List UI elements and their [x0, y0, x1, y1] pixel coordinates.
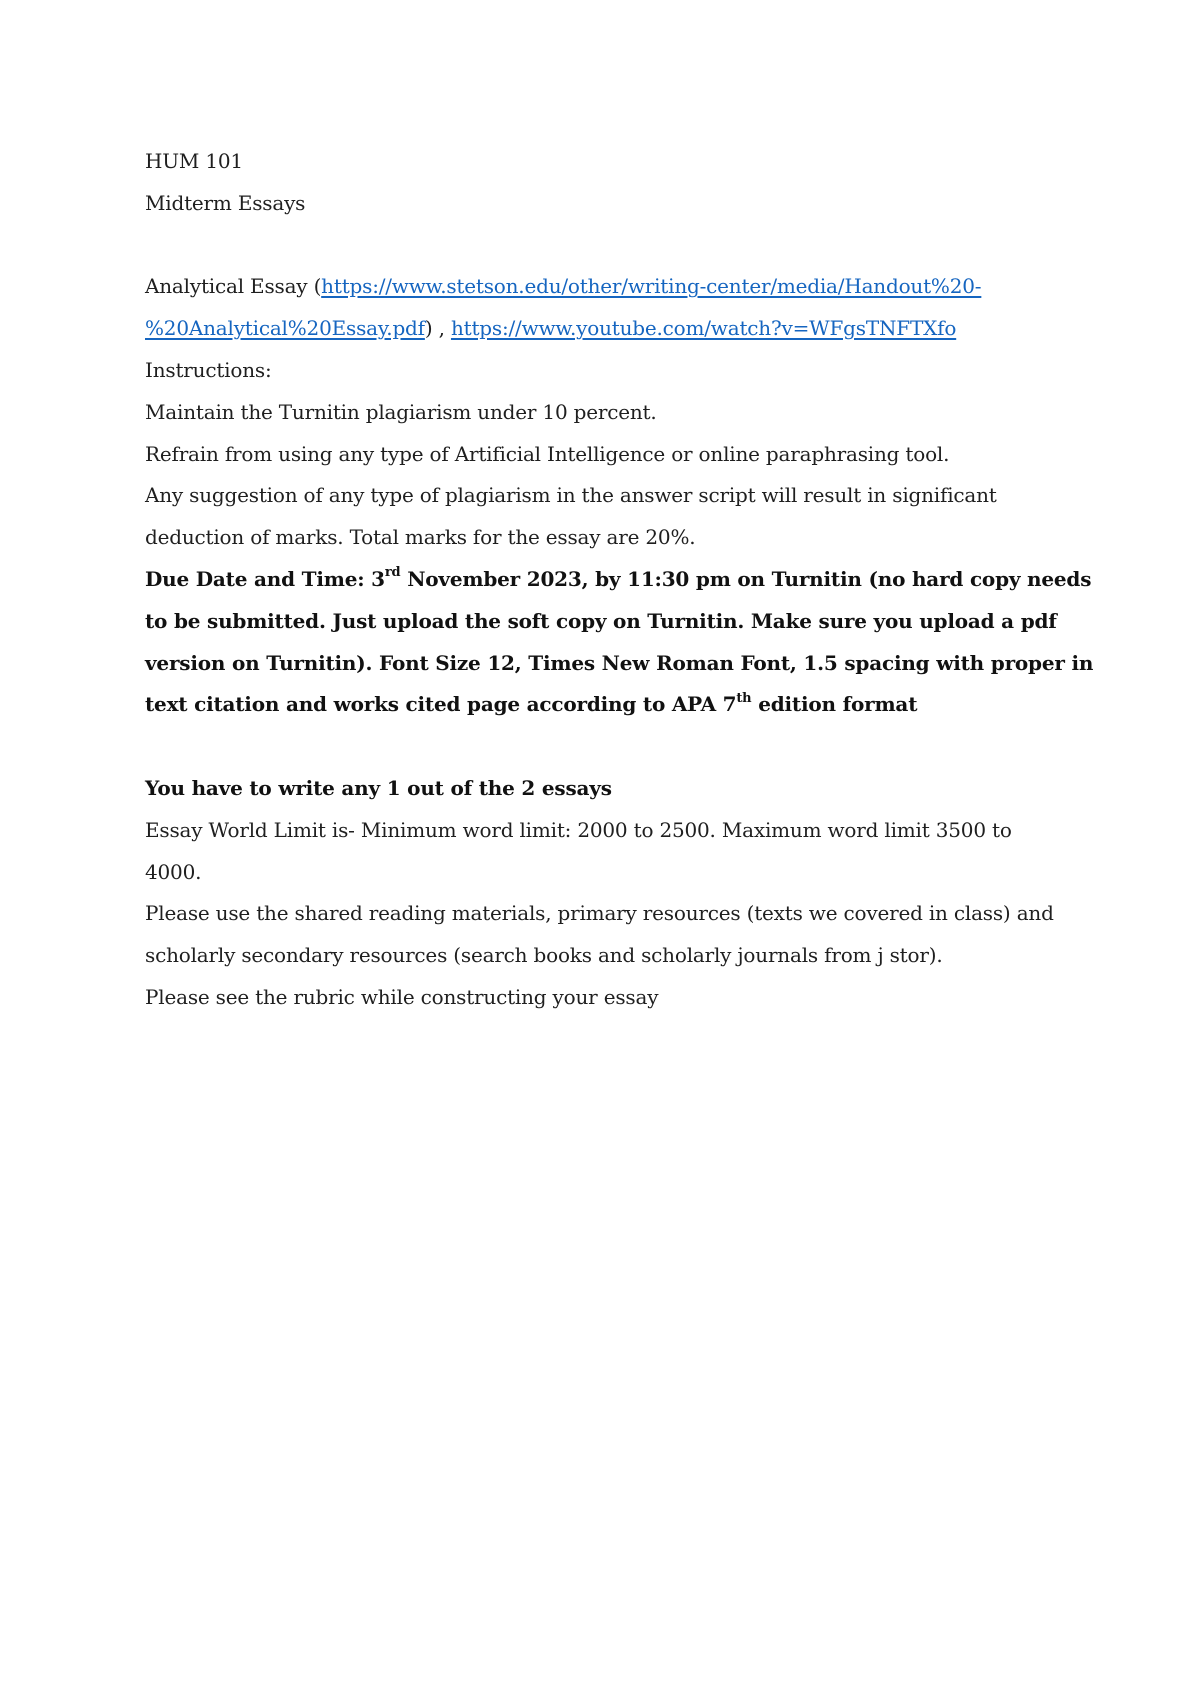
due-date-line-1	[145, 559, 1092, 601]
due-date-prefix: Due Date and Time: 3	[145, 566, 385, 591]
link-separator: ) ,	[424, 316, 451, 341]
materials-line-1: Please use the shared reading materials, primary resources (texts we covered in class) and	[145, 901, 1054, 926]
instruction-item: Maintain the Turnitin plagiarism under 10 percent.	[145, 399, 657, 424]
analytical-essay-line	[145, 266, 1065, 308]
ordinal-suffix: rd	[384, 565, 401, 581]
due-date-rest: November 2023, by 11:30 pm on Turnitin (no hard copy needs	[400, 566, 1092, 591]
instruction-item: deduction of marks. Total marks for the essay are 20%.	[145, 525, 696, 550]
word-limit-line-2: 4000.	[145, 859, 202, 884]
document-subtitle: Midterm Essays	[145, 190, 306, 215]
word-limit-line-1: Essay World Limit is- Minimum word limit: 2000 to 2500. Maximum word limit 3500 to	[145, 817, 1012, 842]
instructions-heading: Instructions:	[145, 357, 272, 382]
due-date-line-3: version on Turnitin). Font Size 12, Times New Roman Font, 1.5 spacing with proper in	[145, 650, 1094, 675]
instruction-item: Any suggestion of any type of plagiarism in the answer script will result in significant	[145, 483, 997, 508]
document-body	[145, 141, 1094, 1019]
ordinal-suffix: th	[736, 690, 752, 706]
stetson-handout-link[interactable]: https://www.stetson.edu/other/writing-center/media/Handout%20-	[321, 274, 982, 299]
instruction-item: Refrain from using any type of Artificial Intelligence or online paraphrasing tool.	[145, 441, 950, 466]
analytical-essay-label: Analytical Essay (	[145, 274, 322, 299]
analytical-essay-line-2	[145, 308, 1065, 350]
due-date-line-4	[145, 684, 1065, 726]
rubric-note: Please see the rubric while constructing your essay	[145, 984, 659, 1009]
course-code: HUM 101	[145, 149, 243, 173]
format-text-end: edition format	[751, 692, 918, 717]
youtube-video-link[interactable]: https://www.youtube.com/watch?v=WFgsTNFTXfo	[450, 316, 957, 341]
spacer	[145, 726, 1065, 768]
materials-line-2: scholarly secondary resources (search books and scholarly journals from j stor).	[145, 943, 943, 968]
format-text: text citation and works cited page according to APA 7	[145, 692, 737, 717]
stetson-handout-link-continued[interactable]: %20Analytical%20Essay.pdf	[145, 316, 425, 341]
essay-choice-heading: You have to write any 1 out of the 2 essays	[145, 775, 612, 800]
spacer	[145, 225, 1065, 267]
due-date-line-2: to be submitted. Just upload the soft copy on Turnitin. Make sure you upload a pdf	[145, 608, 1057, 633]
